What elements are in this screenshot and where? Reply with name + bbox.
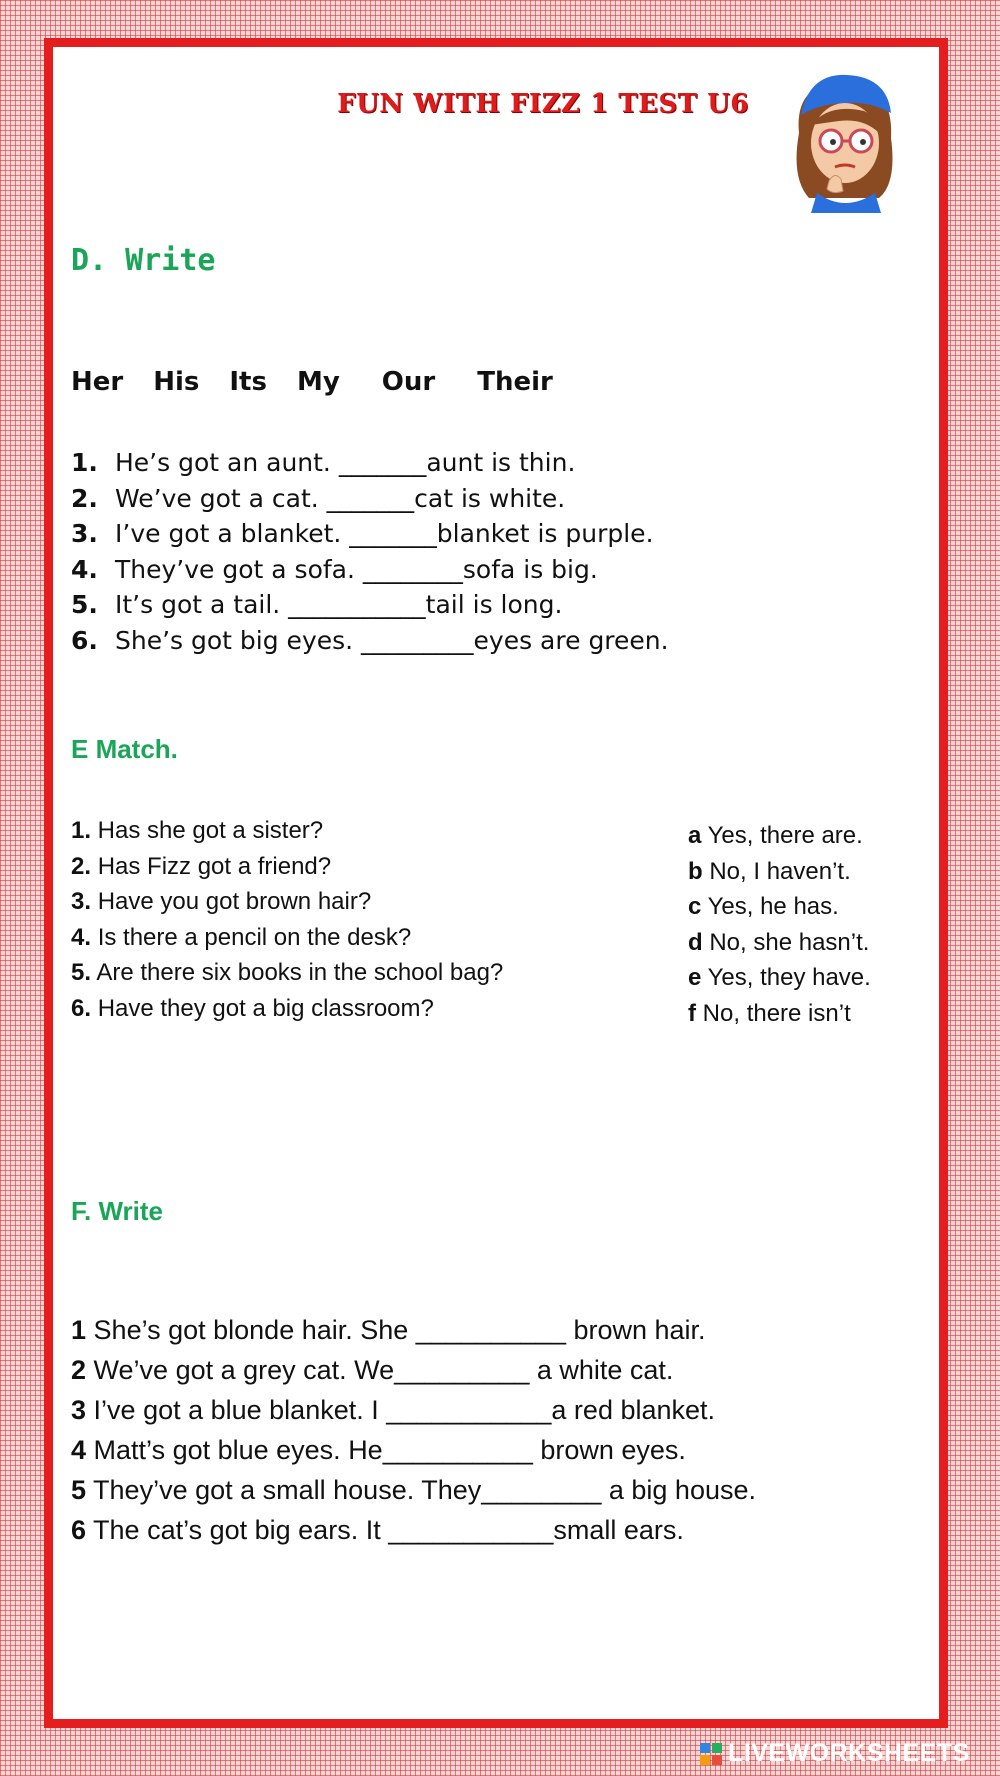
answer-letter: b (688, 857, 703, 885)
word-bank (71, 367, 553, 397)
item-number: 1. (71, 448, 98, 477)
answer-item (688, 890, 871, 926)
question-number: 5. (71, 959, 92, 986)
answer-letter: a (688, 822, 702, 849)
word-bank-item: Their (477, 367, 553, 397)
question-text: Are there six books in the school bag? (96, 959, 504, 986)
item-number: 6. (71, 625, 98, 655)
worksheet-page (44, 38, 948, 1728)
item-text: They’ve got a small house. They________ a big house. (93, 1475, 756, 1505)
question-number: 6. (71, 994, 92, 1022)
item-number: 4 (71, 1435, 87, 1465)
item-number: 3 (71, 1395, 87, 1425)
answer-item (688, 855, 871, 891)
answer-item (688, 961, 871, 997)
list-item (71, 516, 669, 552)
item-number: 2 (71, 1355, 87, 1385)
item-number: 2. (71, 483, 98, 513)
answer-letter: c (688, 893, 702, 920)
item-text: It’s got a tail. ___________tail is long. (115, 590, 563, 619)
question-text: Have you got brown hair? (97, 888, 372, 915)
answer-letter: e (688, 964, 702, 991)
item-text: Matt’s got blue eyes. He__________ brown eyes. (93, 1435, 686, 1465)
question-item (71, 921, 503, 957)
question-text: Has Fizz got a friend? (97, 852, 332, 880)
answer-item (688, 819, 871, 855)
list-item (71, 1351, 756, 1391)
answer-letter: f (688, 999, 696, 1027)
list-item (71, 587, 669, 623)
list-item (71, 1511, 756, 1551)
list-item (71, 1431, 756, 1471)
section-e-answers (688, 819, 871, 1032)
word-bank-item: My (296, 367, 340, 397)
question-number: 3. (71, 888, 92, 915)
answer-text: No, she hasn’t. (709, 928, 870, 956)
word-bank-item: Our (381, 367, 436, 397)
word-bank-item: Its (229, 367, 267, 397)
list-item (71, 481, 669, 517)
question-item (71, 850, 503, 886)
question-item (71, 814, 503, 850)
item-number: 3. (71, 519, 98, 548)
answer-text: Yes, there are. (707, 822, 863, 849)
item-number: 5. (71, 590, 98, 619)
answer-item (688, 926, 871, 962)
item-text: She’s got big eyes. _________eyes are green. (115, 625, 669, 655)
answer-item (688, 997, 871, 1033)
answer-text: Yes, they have. (707, 964, 871, 991)
section-f-heading: F. Write (71, 1196, 163, 1226)
question-text: Have they got a big classroom? (97, 994, 434, 1022)
answer-letter: d (688, 928, 703, 956)
list-item (71, 445, 669, 481)
question-number: 2. (71, 852, 92, 880)
answer-text: No, there isn’t (702, 999, 851, 1027)
answer-text: No, I haven’t. (709, 857, 851, 885)
item-number: 5 (71, 1475, 87, 1505)
list-item (71, 1471, 756, 1511)
list-item (71, 1391, 756, 1431)
item-text: The cat’s got big ears. It ___________small ears. (93, 1515, 684, 1545)
question-item (71, 885, 503, 921)
word-bank-item: Her (71, 367, 124, 397)
answer-text: Yes, he has. (707, 893, 839, 920)
item-text: He’s got an aunt. _______aunt is thin. (115, 448, 576, 477)
item-text: They’ve got a sofa. ________sofa is big. (115, 554, 598, 584)
item-text: She’s got blonde hair. She __________ brown hair. (93, 1315, 706, 1345)
question-item (71, 992, 503, 1028)
item-text: I’ve got a blanket. _______blanket is purple. (115, 519, 654, 548)
list-item (71, 623, 669, 659)
section-f-list (71, 1311, 756, 1551)
word-bank-item: His (153, 367, 200, 397)
section-d-list (71, 445, 669, 658)
item-text: We’ve got a grey cat. We_________ a white cat. (93, 1355, 674, 1385)
item-number: 1 (71, 1315, 87, 1345)
girl-avatar-icon (769, 63, 919, 213)
liveworksheets-watermark[interactable] (700, 1739, 970, 1768)
list-item (71, 552, 669, 588)
question-item (71, 956, 503, 992)
question-number: 4. (71, 923, 92, 951)
item-text: I’ve got a blue blanket. I ___________a red blanket. (93, 1395, 716, 1425)
watermark-text: LIVEWORKSHEETS (728, 1739, 970, 1767)
worksheet-title: FUN WITH FIZZ 1 TEST U6 (337, 89, 749, 119)
liveworksheets-logo-icon (700, 1743, 722, 1765)
item-number: 4. (71, 554, 98, 584)
question-text: Has she got a sister? (91, 817, 324, 844)
section-d-heading: D. Write (71, 243, 216, 278)
section-e-questions (71, 814, 503, 1027)
section-e-heading: E Match. (71, 734, 178, 764)
item-text: We’ve got a cat. _______cat is white. (115, 483, 566, 513)
question-text: Is there a pencil on the desk? (97, 923, 412, 951)
question-number: 1. (71, 817, 92, 844)
item-number: 6 (71, 1515, 87, 1545)
list-item (71, 1311, 756, 1351)
